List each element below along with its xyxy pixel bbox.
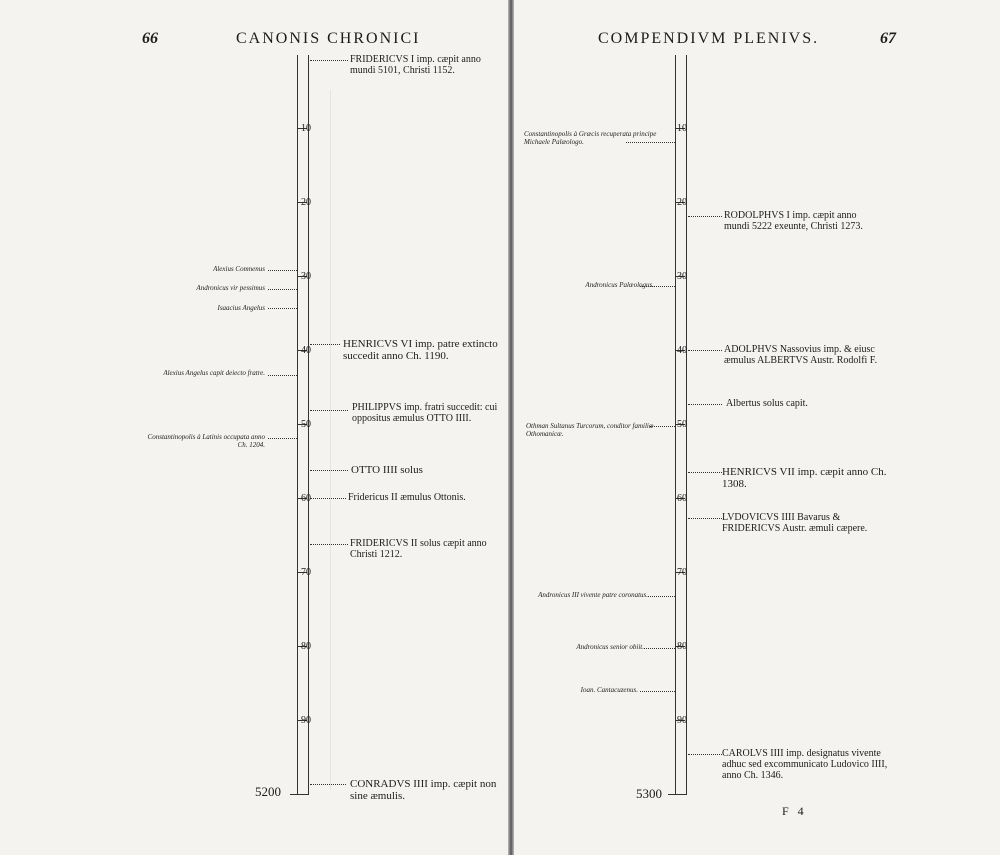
timeline-axis <box>297 55 298 795</box>
tick-label: 80 <box>301 641 311 652</box>
leader-line <box>268 308 297 309</box>
page-number: 67 <box>880 30 896 47</box>
timeline-entry: CONRADVS IIII imp. cæpit non sine æmulis. <box>350 778 497 802</box>
leader-line <box>688 216 722 217</box>
timeline-entry: Constantinopolis à Græcis recuperata principe Michaele Palæologo. <box>524 130 657 146</box>
tick-label: 10 <box>301 123 311 134</box>
leader-line <box>268 270 297 271</box>
timeline-entry: CAROLVS IIII imp. designatus vivente adhuc sed excommunicato Ludovico IIII, anno Ch. 1346. <box>722 748 888 781</box>
leader-line <box>310 498 346 499</box>
signature-mark: F 4 <box>782 804 807 818</box>
leader-line <box>310 544 348 545</box>
tick-label: 40 <box>677 345 687 356</box>
timeline-entry: PHILIPPVS imp. fratri succedit: cui oppositus æmulus OTTO IIII. <box>352 402 498 424</box>
leader-line <box>650 426 675 427</box>
leader-line <box>626 142 675 143</box>
timeline-entry: Alexius Angelus capit deiecto fratre. <box>163 369 265 377</box>
timeline-entry: Constantinopolis à Latinis occupata anno Ch. 1204. <box>147 433 265 449</box>
right-page <box>514 0 1000 855</box>
tick-label: 50 <box>301 419 311 430</box>
leader-line <box>688 472 722 473</box>
timeline-entry: RODOLPHVS I imp. cæpit anno mundi 5222 exeunte, Christi 1273. <box>724 210 863 232</box>
tick-label: 80 <box>677 641 687 652</box>
tick-label: 70 <box>677 567 687 578</box>
tick-label: 30 <box>301 271 311 282</box>
leader-line <box>688 754 722 755</box>
bleed-through <box>330 90 461 790</box>
tick-label: 90 <box>677 715 687 726</box>
tick <box>290 794 308 795</box>
timeline-entry: Albertus solus capit. <box>726 398 808 409</box>
timeline-entry: Andronicus Palæologus. <box>585 281 654 289</box>
leader-line <box>648 596 675 597</box>
timeline-entry: Andronicus III vivente patre coronatus. <box>538 591 648 599</box>
tick-label: 70 <box>301 567 311 578</box>
leader-line <box>688 350 722 351</box>
tick-label: 60 <box>677 493 687 504</box>
page-number: 66 <box>142 30 158 47</box>
tick-label: 90 <box>301 715 311 726</box>
timeline-entry: Alexius Comnenus <box>213 265 265 273</box>
running-header: CANONIS CHRONICI <box>236 30 421 47</box>
tick-label: 10 <box>677 123 687 134</box>
timeline-entry: Othman Sultanus Turcorum, conditor familiæ Othomanicæ. <box>526 422 654 438</box>
timeline-entry: ADOLPHVS Nassovius imp. & eiusc æmulus ALBERTVS Austr. Rodolfi F. <box>724 344 878 366</box>
timeline-entry: HENRICVS VI imp. patre extincto succedit anno Ch. 1190. <box>343 338 498 362</box>
tick-label: 50 <box>677 419 687 430</box>
leader-line <box>268 375 297 376</box>
leader-line <box>640 691 675 692</box>
tick-label: 20 <box>301 197 311 208</box>
leader-line <box>310 344 340 345</box>
timeline-entry: Andronicus senior obiit. <box>576 643 644 651</box>
timeline-entry: FRIDERICVS I imp. cæpit anno mundi 5101, Christi 1152. <box>350 54 481 76</box>
tick-label: 30 <box>677 271 687 282</box>
leader-line <box>310 784 346 785</box>
leader-line <box>640 286 675 287</box>
timeline-entry: FRIDERICVS II solus cæpit anno Christi 1212. <box>350 538 487 560</box>
leader-line <box>688 404 722 405</box>
tick-label: 60 <box>301 493 311 504</box>
leader-line <box>310 60 348 61</box>
leader-line <box>268 289 297 290</box>
timeline-entry: OTTO IIII solus <box>351 464 423 476</box>
timeline-entry: LVDOVICVS IIII Bavarus & FRIDERICVS Austr. æmuli cæpere. <box>722 512 868 534</box>
leader-line <box>310 410 348 411</box>
running-header: COMPENDIVM PLENIVS. <box>598 30 820 47</box>
timeline-entry: Andronicus vir pessimus <box>196 284 265 292</box>
leader-line <box>688 518 722 519</box>
tick <box>668 794 686 795</box>
timeline-axis <box>675 55 676 795</box>
leader-line <box>268 438 297 439</box>
leader-line <box>644 648 675 649</box>
timeline-entry: HENRICVS VII imp. cæpit anno Ch. 1308. <box>722 466 887 490</box>
timeline-entry: Ioan. Cantacuzenus. <box>580 686 638 694</box>
year-end-label: 5300 <box>636 786 662 801</box>
tick-label: 20 <box>677 197 687 208</box>
timeline-entry: Isaacius Angelus <box>217 304 265 312</box>
leader-line <box>310 470 348 471</box>
year-end-label: 5200 <box>255 784 281 799</box>
timeline-entry: Fridericus II æmulus Ottonis. <box>348 492 466 503</box>
tick-label: 40 <box>301 345 311 356</box>
